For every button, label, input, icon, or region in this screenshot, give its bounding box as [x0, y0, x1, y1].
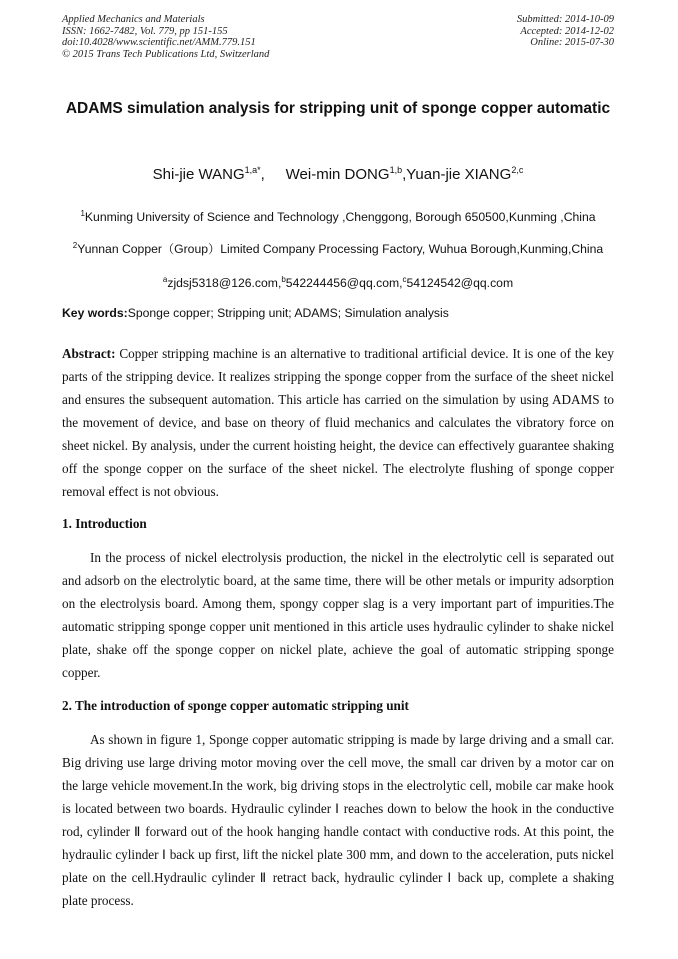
section-heading: 1. Introduction	[62, 516, 147, 531]
author-affiliation-mark: 1,a*	[244, 165, 261, 175]
accepted-date: Accepted: 2014-12-02	[520, 25, 614, 37]
abstract	[62, 342, 614, 503]
author-name: Yuan-jie XIANG	[406, 166, 512, 183]
author-name: Wei-min DONG	[285, 166, 390, 183]
affiliation-text: Yunnan Copper（Group）Limited Company Processing Factory, Wuhua Borough,Kunming,China	[77, 242, 604, 256]
email-address[interactable]: zjdsj5318@126.com,	[167, 276, 282, 291]
journal-copyright: © 2015 Trans Tech Publications Ltd, Switzerland	[62, 48, 270, 60]
author-emails	[62, 275, 614, 290]
paper-title: ADAMS simulation analysis for stripping unit of sponge copper automatic	[65, 100, 611, 117]
journal-info	[62, 14, 269, 60]
submission-dates	[517, 14, 614, 49]
abstract-label: Abstract:	[62, 346, 116, 361]
affiliation-mark: 1	[80, 209, 85, 218]
email-mark: c	[402, 275, 407, 284]
email-mark: a	[162, 275, 168, 284]
keywords-text: Sponge copper; Stripping unit; ADAMS; Simulation analysis	[127, 306, 449, 320]
affiliation-text: Kunming University of Science and Technology ,Chenggong, Borough 650500,Kunming ,China	[84, 210, 596, 225]
keywords	[62, 306, 614, 320]
author-list	[62, 165, 614, 183]
author-affiliation-mark: 1,b	[389, 165, 403, 175]
journal-name: Applied Mechanics and Materials	[62, 14, 205, 25]
email-mark: b	[281, 275, 286, 284]
journal-doi[interactable]: doi:10.4028/www.scientific.net/AMM.779.151	[62, 37, 256, 49]
abstract-text: Copper stripping machine is an alternative to traditional artificial device. It is one of the key parts of the stripping device. It realizes stripping the sponge copper from the surface of the sheet nickel and ensures the subsequent automation. This article has carried on the simulation by using ADAMS to the movement of device, and base on theory of fluid mechanics and calculates the vibratory force on sheet nickel. By analysis, under the current hoisting height, the device can effectively guarantee shaking off the sponge copper on the surface of the sheet nickel. The electrolyte flushing of sponge copper removal effect is not obvious.	[62, 346, 614, 499]
online-date: Online: 2015-07-30	[530, 37, 614, 49]
section-paragraph: As shown in figure 1, Sponge copper automatic stripping is made by large driving and a small car. Big driving use large driving motor moving over the cell move, the small car driven by a motor car on the large vehicle movement.In the work, big driving stops in the electrolytic cell, mobile car make hook is located between two boards. Hydraulic cylinder Ⅰ reaches down to below the hook in the conductive rod, cylinder Ⅱ forward out of the hook hanging handle contact with conductive rods. At this point, the hydraulic cylinder Ⅰ back up first, lift the nickel plate 300 mm, and down to the acceleration, puts nickel plate on the cell.Hydraulic cylinder Ⅱ retract back, hydraulic cylinder Ⅰ back up, complete a shaking plate process.	[62, 732, 614, 908]
email-address[interactable]: 542244456@qq.com,	[285, 276, 403, 291]
email-address[interactable]: 54124542@qq.com	[406, 276, 514, 291]
journal-issn: ISSN: 1662-7482, Vol. 779, pp 151-155	[62, 25, 228, 37]
author-affiliation-mark: 2,c	[511, 165, 524, 175]
affiliation-1	[62, 209, 614, 224]
section-paragraph: In the process of nickel electrolysis production, the nickel in the electrolytic cell is separated out and adsorb on the electrolytic board, at the same time, there will be other metals or impurity adsorption on the electrolysis board. Among them, spongy copper slag is a very important part of impurities.The automatic stripping sponge copper unit mentioned in this article uses hydraulic cylinder to shake nickel plate, shake off the sponge copper on nickel plate, achieve the goal of automatic stripping sponge copper.	[62, 550, 614, 680]
author-name: Shi-jie WANG	[152, 166, 245, 183]
affiliation-2	[62, 240, 614, 257]
author-separator: ,	[402, 166, 407, 183]
affiliation-mark: 2	[72, 240, 78, 250]
keywords-label: Key words:	[62, 306, 128, 320]
section-heading: 2. The introduction of sponge copper automatic stripping unit	[62, 698, 409, 713]
author-separator: ,	[260, 166, 265, 183]
submitted-date: Submitted: 2014-10-09	[516, 14, 614, 25]
